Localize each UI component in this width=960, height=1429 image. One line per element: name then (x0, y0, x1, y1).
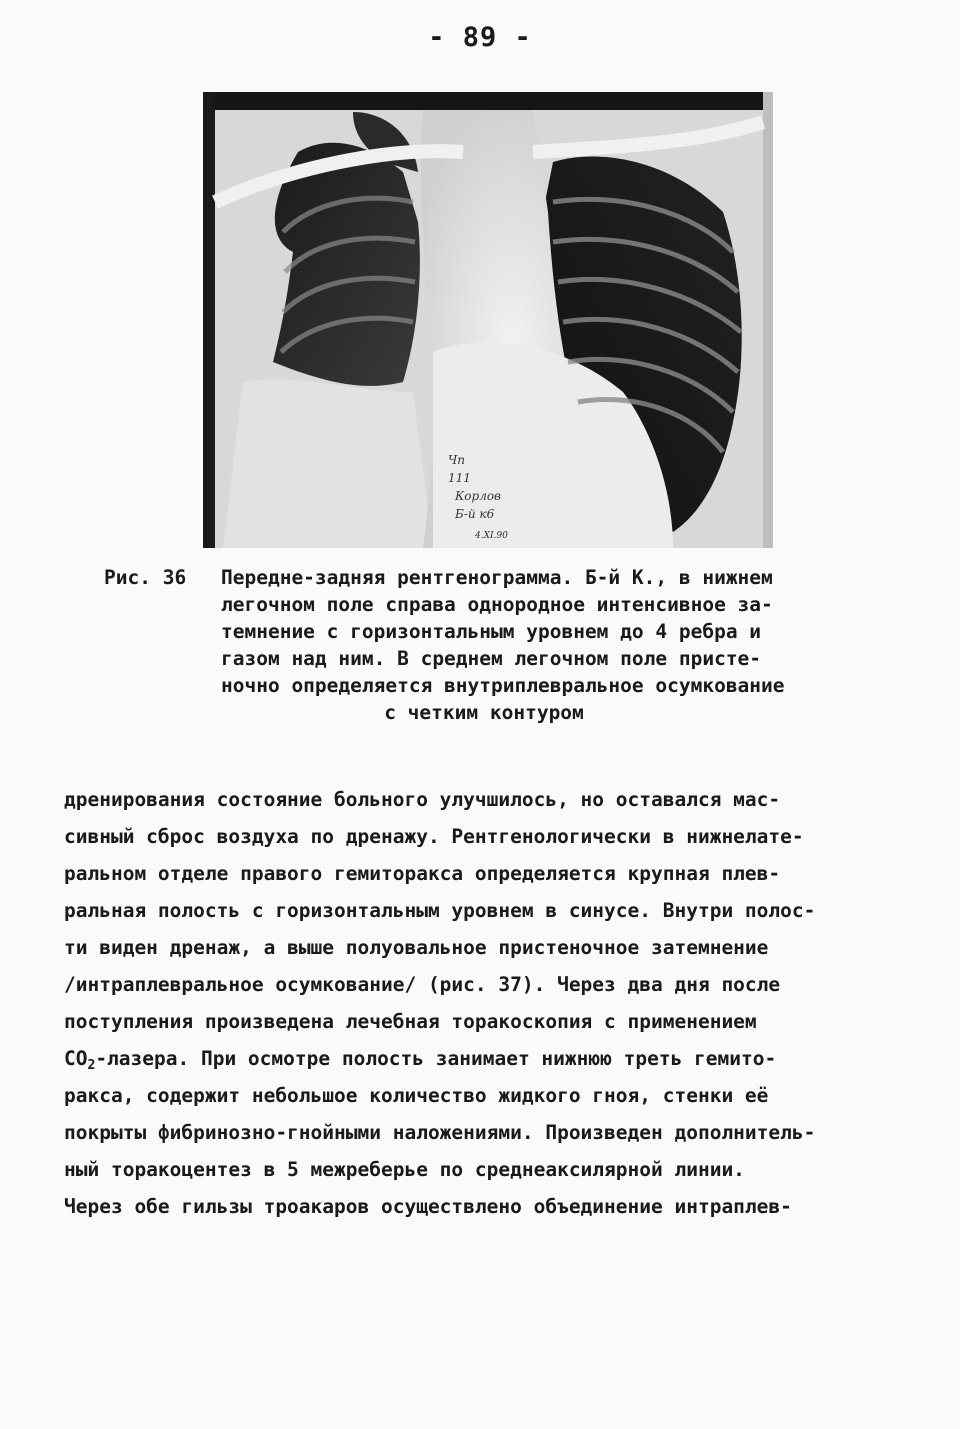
text-line: ракса, содержит небольшое количество жидкого гноя, стенки её (64, 1084, 769, 1107)
caption-line: ночно определяется внутриплевральное осумкование (221, 674, 785, 697)
text-line: ный торакоцентез в 5 межреберье по среднеаксилярной линии. (64, 1158, 745, 1181)
caption-line: темнение с горизонтальным уровнем до 4 ребра и (221, 620, 762, 643)
text-line: ральном отделе правого гемиторакса определяется крупная плев- (64, 862, 781, 885)
text-line: дренирования состояние больного улучшилось, но оставался мас- (64, 788, 781, 811)
film-annotation: Корлов (455, 489, 502, 503)
text-line: ральная полость с горизонтальным уровнем в синусе. Внутри полос- (64, 899, 816, 922)
co2-subscript: 2 (87, 1058, 96, 1073)
page-number: - 89 - (428, 22, 532, 53)
chest-xray-image (203, 92, 773, 548)
caption-line: газом над ним. В среднем легочном поле присте- (221, 647, 762, 670)
figure-label: Рис. 36 (104, 566, 187, 589)
film-annotation: Б-й к6 (455, 507, 495, 521)
text-line: поступления произведена лечебная торакоскопия с применением (64, 1010, 757, 1033)
text-line: покрыты фибринозно-гнойными наложениями. Произведен дополнитель- (64, 1121, 816, 1144)
caption-line: Передне-задняя рентгенограмма. Б-й К., в нижнем (221, 566, 773, 589)
text-line: сивный сброс воздуха по дренажу. Рентгенологически в нижнелате- (64, 825, 804, 848)
text-line-co2 (64, 1047, 776, 1073)
text-line: /интраплевральное осумкование/ (рис. 37). Через два дня после (64, 973, 781, 996)
caption-line: с четким контуром (384, 701, 584, 724)
film-annotation: Чп (448, 453, 466, 467)
xray-graphic (203, 92, 773, 548)
co2-line-rest: -лазера. При осмотре полость занимает нижнюю треть гемито- (95, 1047, 777, 1070)
text-line: ти виден дренаж, а выше полуовальное пристеночное затемнение (64, 936, 769, 959)
co2-text: CO (64, 1047, 88, 1070)
text-line: Через обе гильзы троакаров осуществлено объединение интраплев- (64, 1195, 792, 1218)
caption-line: легочном поле справа однородное интенсивное за- (221, 593, 773, 616)
film-annotation: 111 (448, 471, 471, 485)
film-annotation: 4.ХІ.90 (475, 531, 508, 541)
